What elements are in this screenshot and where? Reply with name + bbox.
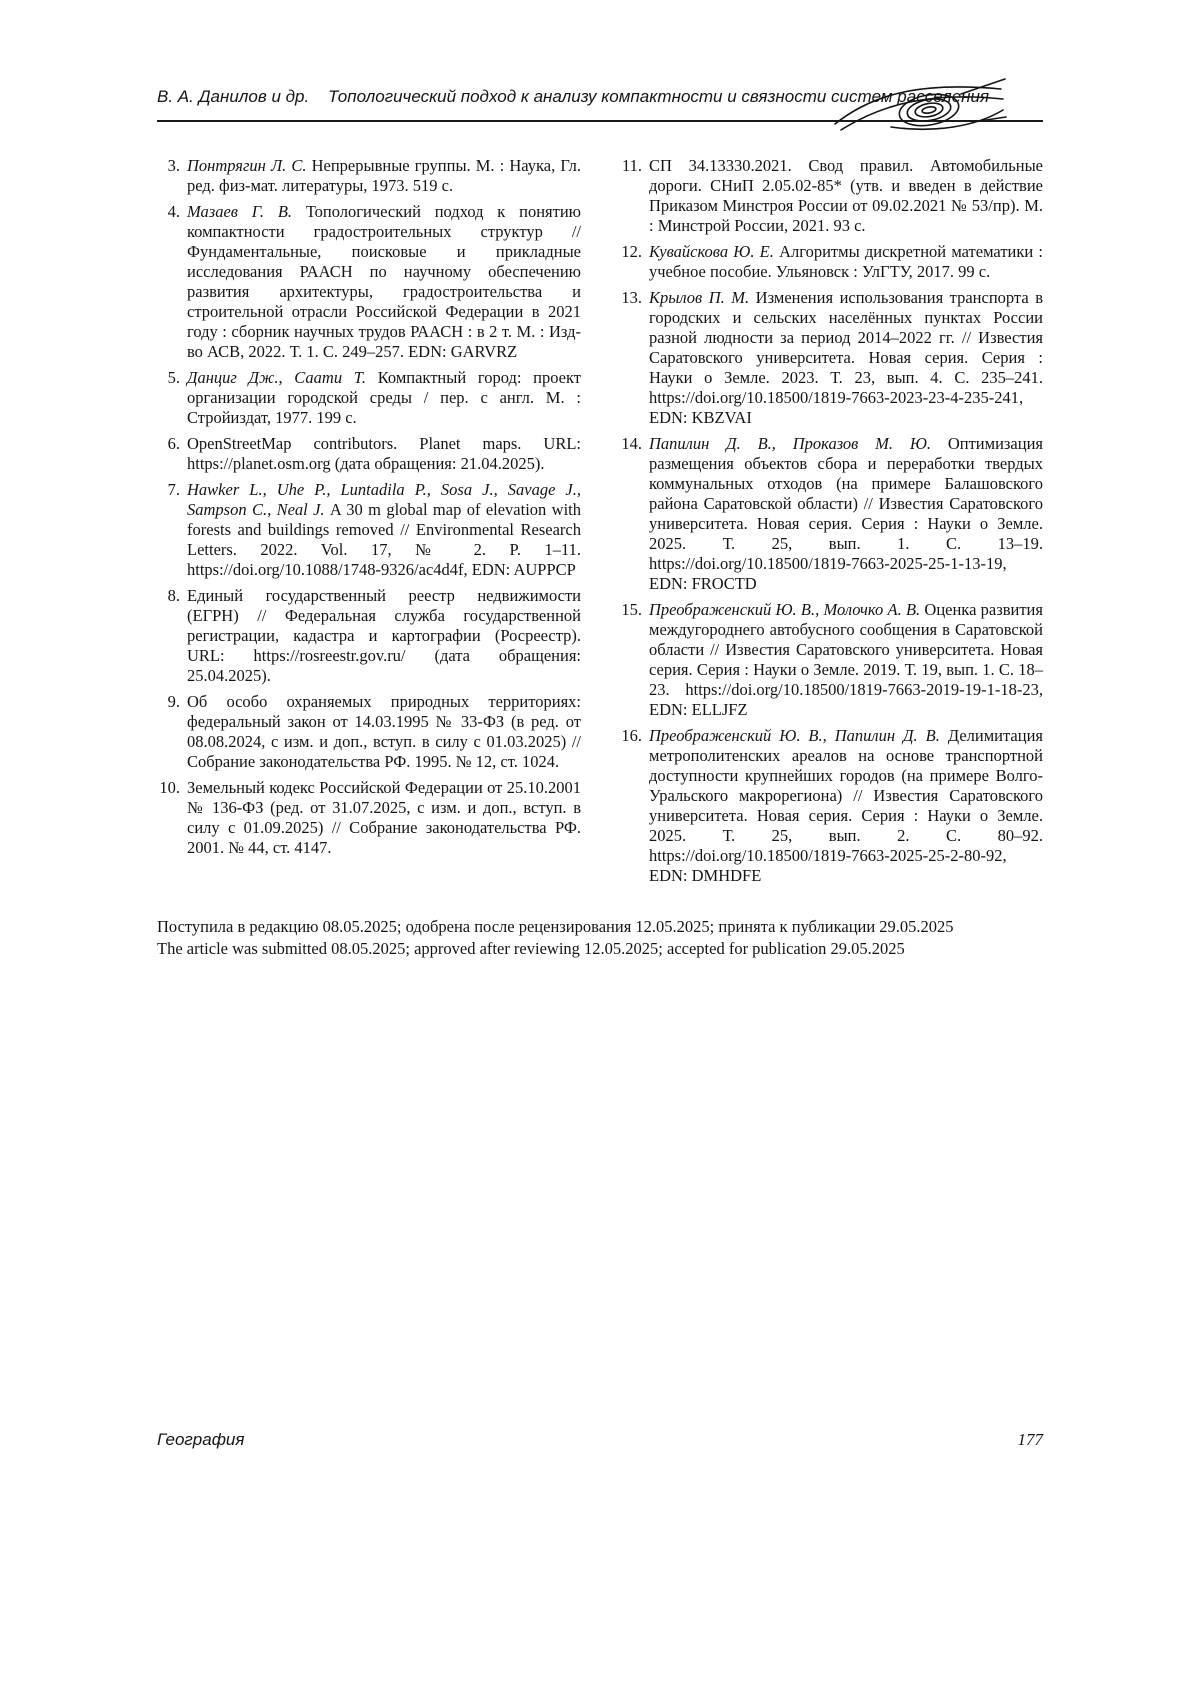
reference-text [187,778,581,858]
reference-body-text: OpenStreetMap contributors. Planet maps. URL: https://planet.osm.org (дата обращения: 21.04.2025). [187,434,581,473]
page-number: 177 [1017,1430,1043,1449]
references-column-left [157,156,581,892]
reference-body-text: Изменения использования транспорта в городских и сельских населённых пунктах России разной людности за период 2014–2022 гг. // Известия Саратовского университета. Новая серия. Серия : Науки о Земле. 2023. Т. 23, вып. 4. С. 235–241. https://doi.org/10.18500/1819-7663-2023-23-4-235-241, EDN: KBZVAI [649,288,1043,427]
reference-body-text: Об особо охраняемых природных территориях: федеральный закон от 14.03.1995 № 33-ФЗ (в ред. от 08.08.2024, с изм. и доп., вступ. в силу с 01.03.2025) // Собрание законодательства РФ. 1995. № 12, ст. 1024. [187,692,581,771]
reference-authors: Кувайскова Ю. Е. [649,242,780,261]
article-history-en: The article was submitted 08.05.2025; approved after reviewing 12.05.2025; accepted for publication 29.05.2025 [157,939,905,958]
reference-authors: Преображенский Ю. В., Молочко А. В. [649,600,925,619]
running-head [157,86,1043,122]
reference-item [619,434,1043,594]
reference-body-text: Компактный город: проект организации городской среды / пер. с англ. М. : Стройиздат, 1977. 199 с. [187,368,581,427]
reference-body-text: A 30 m global map of elevation with forests and buildings removed // Environmental Research Letters. 2022. Vol. 17, № 2. P. 1–11. https://doi.org/10.1088/1748-9326/ac4d4f, EDN: AUPPCP [187,500,581,579]
reference-body-text: Земельный кодекс Российской Федерации от 25.10.2001 № 136-ФЗ (ред. от 31.07.2025, с изм. и доп., вступ. в силу с 01.09.2025) // Собрание законодательства РФ. 2001. № 44, ст. 4147. [187,778,581,857]
reference-item [619,242,1043,282]
reference-text [187,368,581,428]
reference-item [157,434,581,474]
reference-item [619,726,1043,886]
page-footer [157,1430,1043,1450]
reference-number: 3. [167,156,180,175]
reference-authors: Папилин Д. В., Проказов М. Ю. [649,434,948,453]
references-column-right [619,156,1043,892]
reference-number: 14. [621,434,642,453]
article-history [157,916,1043,960]
reference-number: 12. [621,242,642,261]
reference-item [619,156,1043,236]
reference-number: 5. [167,368,180,387]
reference-text [649,156,1043,236]
reference-item [157,778,581,858]
reference-item [157,480,581,580]
reference-text [187,434,581,474]
reference-authors: Понтрягин Л. С. [187,156,312,175]
reference-text [649,242,1043,282]
running-head-authors: В. А. Данилов и др. [157,87,310,106]
reference-text [649,288,1043,428]
reference-item [157,692,581,772]
reference-number: 11. [621,156,642,175]
reference-number: 13. [621,288,642,307]
reference-number: 10. [159,778,180,797]
reference-number: 9. [167,692,180,711]
reference-text [649,726,1043,886]
references-section [157,156,1043,892]
reference-text [649,434,1043,594]
reference-text [187,692,581,772]
reference-authors: Данциг Дж., Саати Т. [187,368,378,387]
reference-number: 16. [621,726,642,745]
reference-body-text: Делимитация метрополитенских ареалов на основе транспортной доступности крупнейших городов (на примере Волго-Уральского макрорегиона) // Известия Саратовского университета. Новая серия. Серия : Науки о Земле. 2025. Т. 25, вып. 2. С. 80–92. https://doi.org/10.18500/1819-7663-2025-25-2-80-92, EDN: DMHDFE [649,726,1043,885]
reference-authors: Крылов П. М. [649,288,756,307]
reference-body-text: СП 34.13330.2021. Свод правил. Автомобильные дороги. СНиП 2.05.02-85* (утв. и введен в действие Приказом Минстроя России от 09.02.2021 № 53/пр). М. : Минстрой России, 2021. 93 с. [649,156,1043,235]
footer-section-label: География [157,1430,245,1449]
reference-item [157,202,581,362]
reference-number: 4. [167,202,180,221]
article-history-ru: Поступила в редакцию 08.05.2025; одобрена после рецензирования 12.05.2025; принята к публикации 29.05.2025 [157,917,954,936]
reference-item [157,156,581,196]
calligraphic-flourish-icon [833,74,1009,136]
reference-number: 15. [621,600,642,619]
reference-body-text: Непрерывные группы. М. : Наука, Гл. ред. физ-мат. литературы, 1973. 519 с. [187,156,581,195]
reference-text [187,202,581,362]
reference-body-text: Оценка развития междугороднего автобусного сообщения в Саратовской области // Известия Саратовского университета. Новая серия. Серия : Науки о Земле. 2019. Т. 19, вып. 1. С. 18–23. https://doi.org/10.18500/1819-7663-2019-19-1-18-23, EDN: ELLJFZ [649,600,1043,719]
reference-item [619,288,1043,428]
reference-text [187,156,581,196]
reference-item [619,600,1043,720]
reference-body-text: Алгоритмы дискретной математики : учебное пособие. Ульяновск : УлГТУ, 2017. 99 с. [649,242,1043,281]
running-head-title: Топологический подход к анализу компактности и связности систем расселения [327,87,990,106]
reference-number: 6. [167,434,180,453]
reference-body-text: Единый государственный реестр недвижимости (ЕГРН) // Федеральная служба государственной регистрации, кадастра и картографии (Росреестр). URL: https://rosreestr.gov.ru/ (дата обращения: 25.04.2025). [187,586,581,685]
reference-text [649,600,1043,720]
page-content [157,86,1043,960]
reference-item [157,586,581,686]
reference-text [187,586,581,686]
reference-item [157,368,581,428]
reference-body-text: Топологический подход к понятию компактности градостроительных структур // Фундаментальные, поисковые и прикладные исследования РААСН по научному обеспечению развития архитектуры, градостроительства и строительной отрасли Российской Федерации в 2021 году : сборник научных трудов РААСН : в 2 т. М. : Изд-во АСВ, 2022. Т. 1. С. 249–257. EDN: GARVRZ [187,202,581,361]
reference-text [187,480,581,580]
reference-authors: Преображенский Ю. В., Папилин Д. В. [649,726,948,745]
reference-body-text: Оптимизация размещения объектов сбора и переработки твердых коммунальных отходов (на примере Балашовского района Саратовской области) // Известия Саратовского университета. Новая серия. Серия : Науки о Земле. 2025. Т. 25, вып. 1. С. 13–19. https://doi.org/10.18500/1819-7663-2025-25-1-13-19, EDN: FROCTD [649,434,1043,593]
reference-authors: Hawker L., Uhe P., Luntadila P., Sosa J., Savage J., Sampson C., Neal J. [187,480,581,519]
reference-authors: Мазаев Г. В. [187,202,306,221]
reference-number: 7. [167,480,180,499]
reference-number: 8. [167,586,180,605]
